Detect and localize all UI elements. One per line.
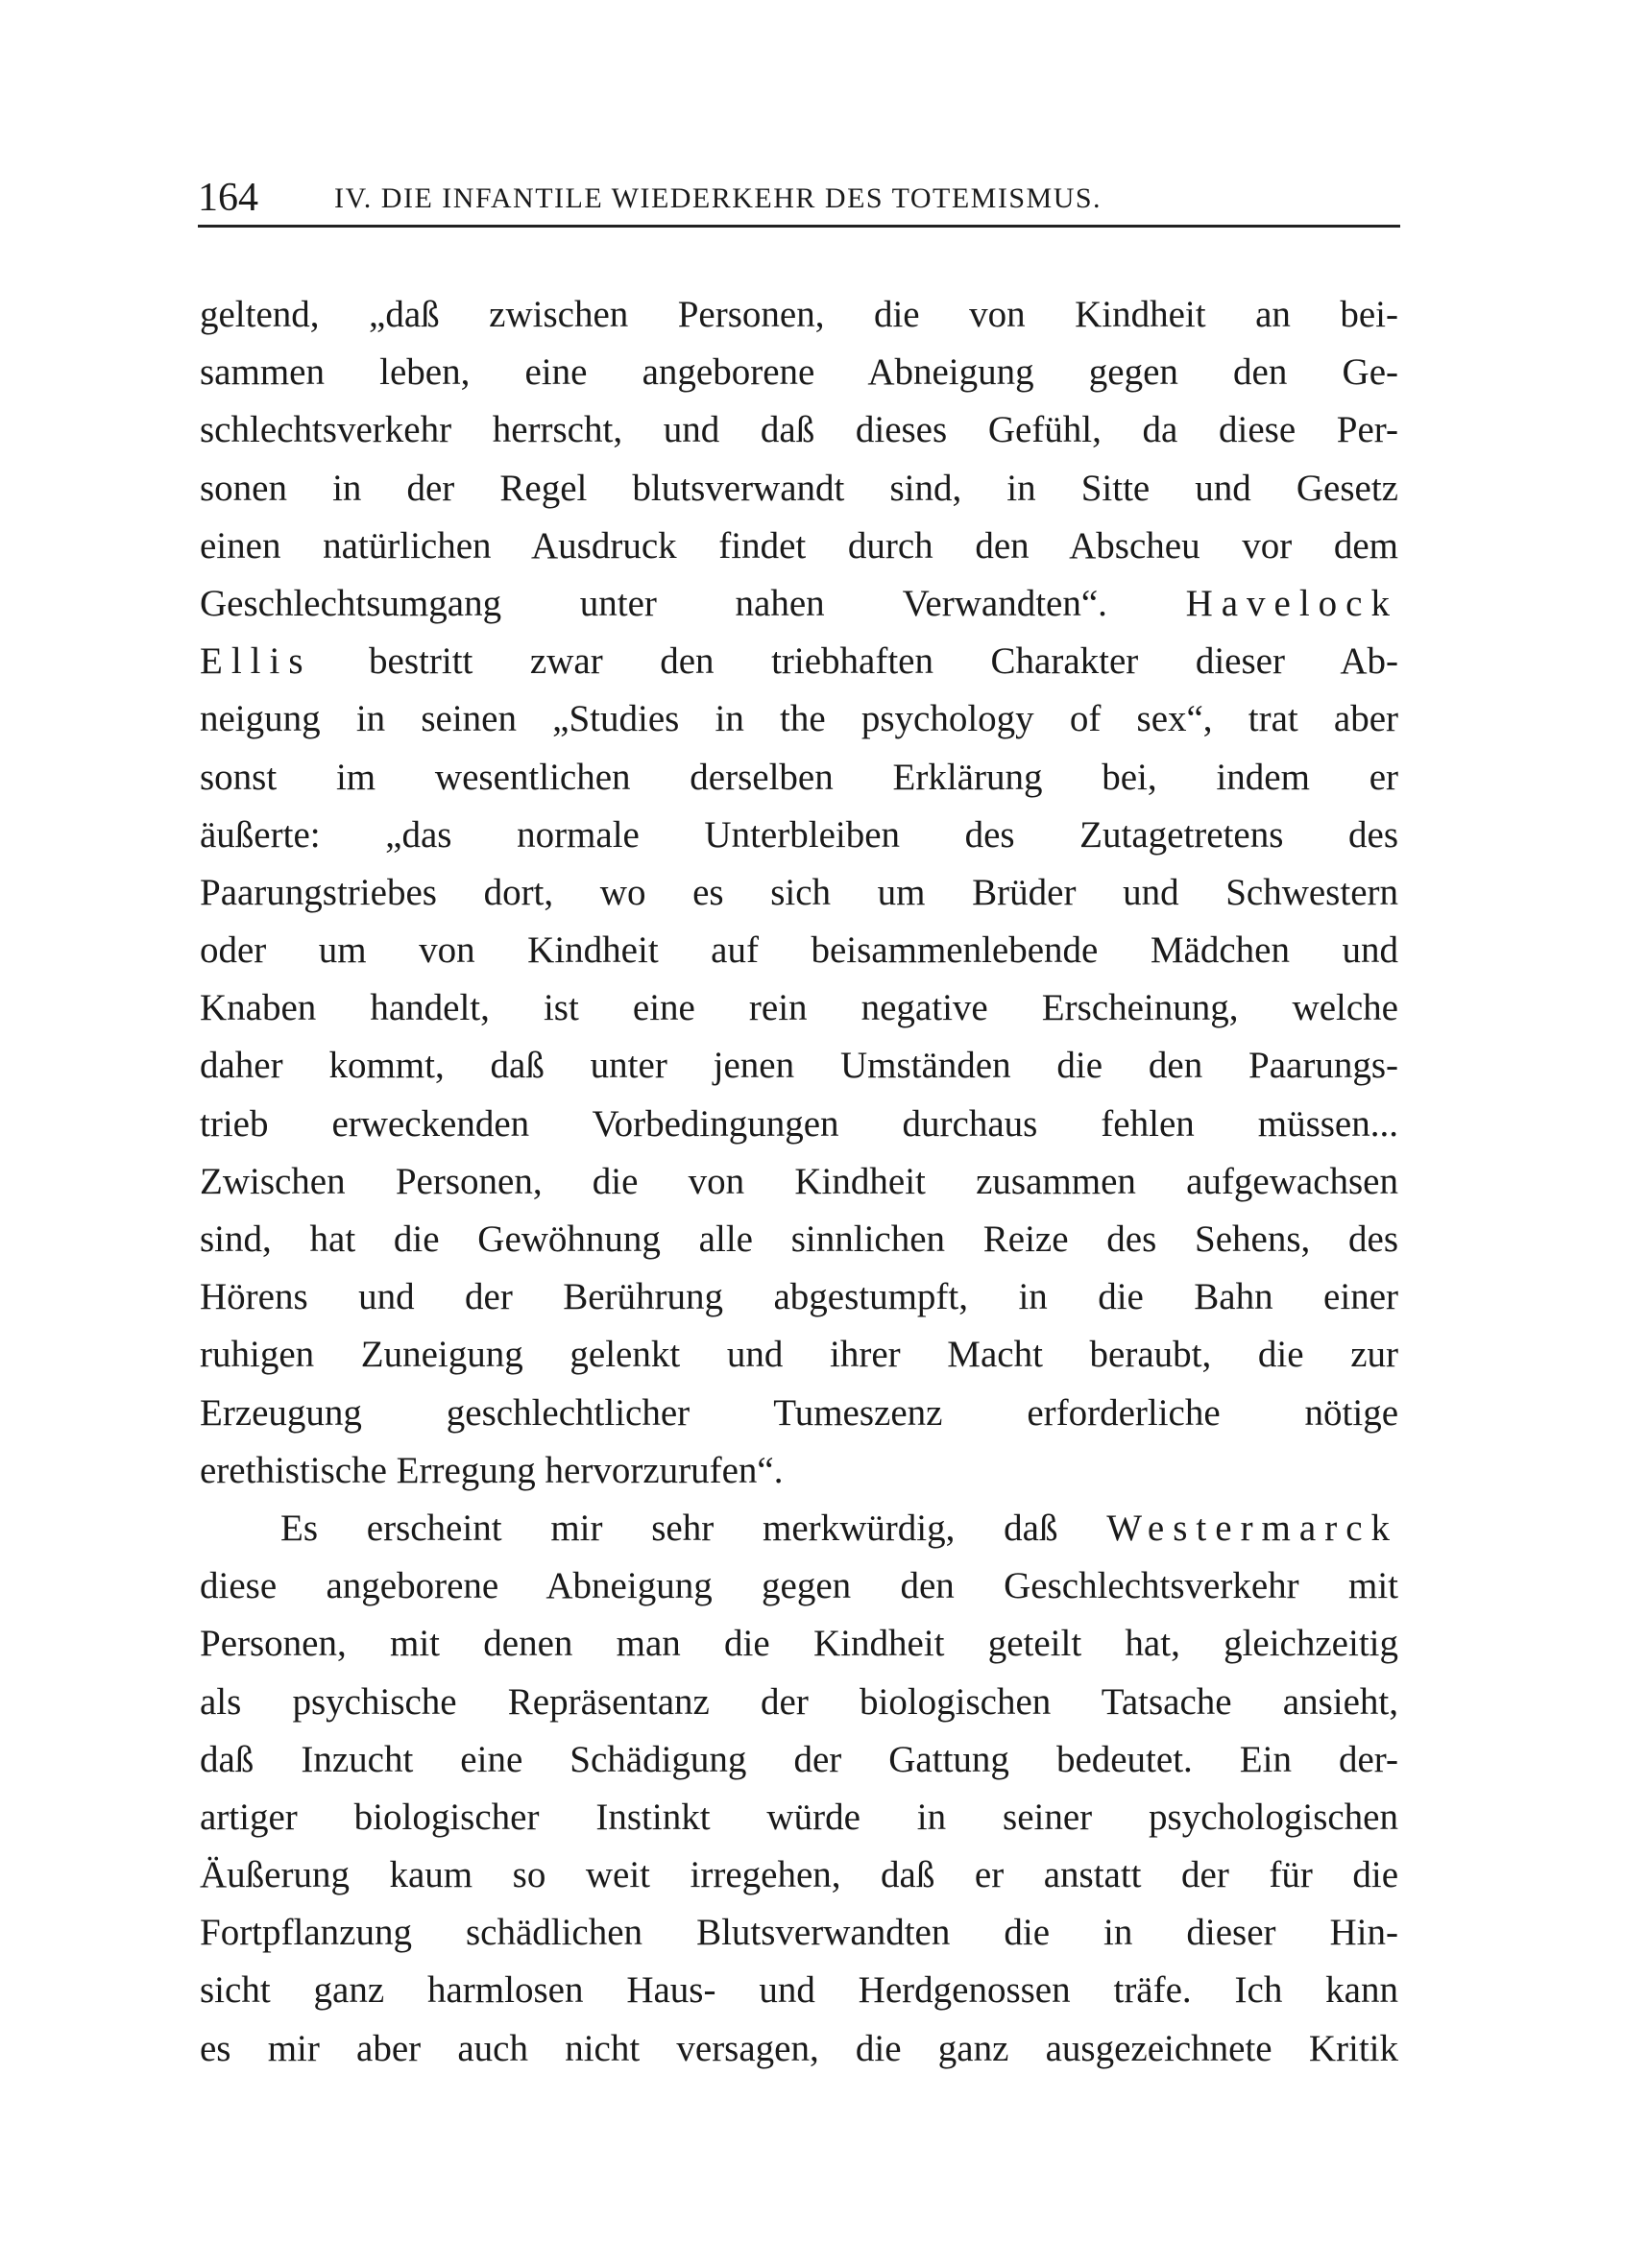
text-line: trieb erweckenden Vorbedingungen durchaus fehlen müssen... [200, 1102, 1398, 1145]
text-line: als psychische Repräsentanz der biologischen Tatsache ansieht, [200, 1680, 1398, 1723]
text-line: einen natürlichen Ausdruck findet durch den Abscheu vor dem [200, 524, 1398, 567]
body-text [200, 286, 1398, 2078]
text-line: daß Inzucht eine Schädigung der Gattung bedeutet. Ein der- [200, 1738, 1398, 1780]
text-line: neigung in seinen „Studies in the psychology of sex“, trat aber [200, 698, 1398, 740]
text-line: Paarungstriebes dort, wo es sich um Brüder und Schwestern [200, 871, 1398, 913]
page-number: 164 [198, 176, 258, 220]
text-line [200, 1500, 1398, 1557]
running-title: IV. DIE INFANTILE WIEDERKEHR DES TOTEMISMUS. [334, 182, 1103, 214]
spaced-name: Ellis [200, 640, 312, 683]
text-line: erethistische Erregung hervorzurufen“. [200, 1449, 784, 1491]
text-line: schlechtsverkehr herrscht, und daß dieses Gefühl, da diese Per- [200, 409, 1398, 451]
text-line: oder um von Kindheit auf beisammenlebende Mädchen und [200, 929, 1398, 972]
text-line: Fortpflanzung schädlichen Blutsverwandten die in dieser Hin- [200, 1912, 1398, 1954]
text-line: geltend, „daß zwischen Personen, die von Kindheit an bei- [200, 294, 1398, 335]
text-line: daher kommt, daß unter jenen Umständen die den Paarungs- [200, 1045, 1398, 1087]
spaced-name: Westermarck [1106, 1507, 1398, 1549]
text-segment: bestritt zwar den triebhaften Charakter dieser Ab- [311, 640, 1398, 683]
text-line [200, 633, 1398, 690]
text-line: sicht ganz harmlosen Haus- und Herdgenossen träfe. Ich kann [200, 1969, 1398, 2012]
text-line: Zwischen Personen, die von Kindheit zusammen aufgewachsen [200, 1160, 1398, 1202]
text-line: Äußerung kaum so weit irregehen, daß er anstatt der für die [200, 1854, 1398, 1896]
text-segment: Es erscheint mir sehr merkwürdig, daß [280, 1507, 1107, 1549]
text-segment: Geschlechtsumgang unter nahen Verwandten“. [200, 582, 1186, 624]
running-header [198, 171, 1400, 225]
text-line: sonen in der Regel blutsverwandt sind, in Sitte und Gesetz [200, 467, 1398, 509]
spaced-name: Havelock [1185, 582, 1398, 624]
text-line: Personen, mit denen man die Kindheit geteilt hat, gleichzeitig [200, 1623, 1398, 1665]
header-rule [198, 225, 1400, 228]
text-line: es mir aber auch nicht versagen, die ganz ausgezeichnete Kritik [200, 2027, 1398, 2069]
text-line: sammen leben, eine angeborene Abneigung gegen den Ge- [200, 351, 1398, 394]
text-line: Knaben handelt, ist eine rein negative Erscheinung, welche [200, 987, 1398, 1029]
text-line: diese angeborene Abneigung gegen den Geschlechtsverkehr mit [200, 1565, 1398, 1607]
text-line: ruhigen Zuneigung gelenkt und ihrer Macht beraubt, die zur [200, 1334, 1398, 1376]
text-line [200, 575, 1398, 633]
text-line: sonst im wesentlichen derselben Erklärung bei, indem er [200, 756, 1398, 798]
text-line: Erzeugung geschlechtlicher Tumeszenz erforderliche nötige [200, 1391, 1398, 1434]
text-line: Hörens und der Berührung abgestumpft, in die Bahn einer [200, 1276, 1398, 1318]
text-line: sind, hat die Gewöhnung alle sinnlichen Reize des Sehens, des [200, 1218, 1398, 1260]
text-line: artiger biologischer Instinkt würde in seiner psychologischen [200, 1796, 1398, 1838]
text-line: äußerte: „das normale Unterbleiben des Zutagetretens des [200, 813, 1398, 856]
